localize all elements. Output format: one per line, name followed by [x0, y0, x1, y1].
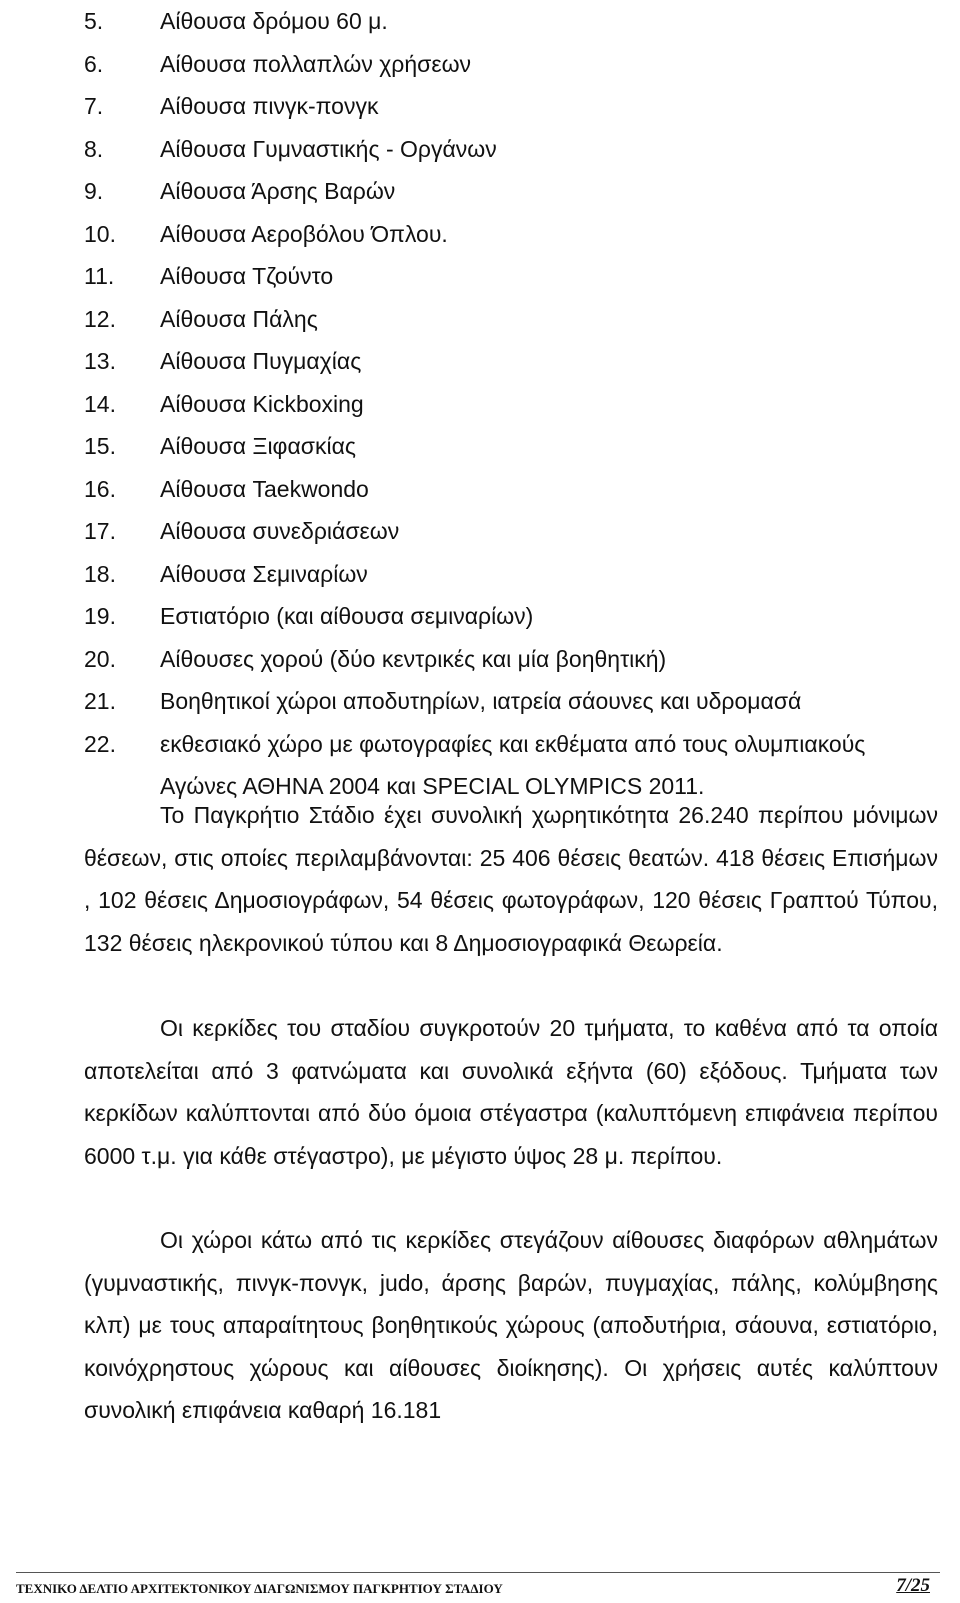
list-item — [84, 128, 944, 171]
paragraph-spaces: Οι χώροι κάτω από τις κερκίδες στεγάζουν αίθουσες διαφόρων αθλημάτων (γυμναστικής, πινγκ-πονγκ, judo, άρσης βαρών, πυγμαχίας, πάλης, κολύμβησης κλπ) με τους απαραίτητους βοηθητικούς χώρους (αποδυτήρια, σάουνα, εστιατόριο, κοινόχρηστους χώρους και αίθουσες διοίκησης). Οι χρήσεις αυτές καλύπτουν συνολική επιφάνεια καθαρή 16.181 — [84, 1227, 938, 1423]
list-number: 10. — [84, 220, 116, 247]
list-number: 8. — [84, 135, 104, 162]
list-item — [84, 468, 944, 511]
list-number: 19. — [84, 603, 116, 629]
list-text: εκθεσιακό χώρο με φωτογραφίες και εκθέματα από τους ολυμπιακούς — [160, 730, 866, 757]
list-item — [84, 255, 944, 298]
list-number: 15. — [84, 433, 116, 459]
list-item — [84, 298, 944, 341]
list-item — [84, 723, 944, 766]
list-text: Αίθουσα πολλαπλών χρήσεων — [160, 50, 472, 77]
numbered-list — [84, 0, 944, 808]
list-item — [84, 340, 944, 383]
list-item — [84, 170, 944, 213]
list-item-continuation: Αγώνες ΑΘΗΝΑ 2004 και SPECIAL OLYMPICS 2011. — [160, 773, 705, 799]
list-number: 6. — [84, 50, 104, 77]
list-item — [84, 383, 944, 426]
list-number: 5. — [84, 8, 104, 34]
list-text: Εστιατόριο (και αίθουσα σεμιναρίων) — [160, 603, 534, 629]
list-item — [84, 85, 944, 128]
list-text: Αίθουσα Πάλης — [160, 305, 318, 332]
list-number: 16. — [84, 475, 116, 502]
list-text: Αίθουσα Πυγμαχίας — [160, 348, 362, 374]
list-text: Αίθουσα Αεροβόλου Όπλου. — [160, 220, 448, 247]
list-number: 7. — [84, 93, 104, 119]
list-text: Αίθουσα Kickboxing — [160, 390, 364, 417]
list-number: 12. — [84, 305, 116, 332]
list-number: 13. — [84, 348, 116, 374]
list-text: Βοηθητικοί χώροι αποδυτηρίων, ιατρεία σάουνες και υδρομασά — [160, 688, 802, 714]
list-text: Αίθουσα Γυμναστικής - Οργάνων — [160, 135, 497, 162]
list-item — [84, 595, 944, 638]
list-item — [84, 43, 944, 86]
list-number: 17. — [84, 518, 116, 544]
list-item — [84, 553, 944, 596]
list-text: Αίθουσα Τζούντο — [160, 263, 334, 289]
list-text: Αίθουσα Σεμιναρίων — [160, 560, 368, 587]
list-item — [84, 680, 944, 723]
list-text: Αίθουσα Ξιφασκίας — [160, 433, 356, 459]
page-footer — [16, 1572, 940, 1601]
list-text: Αίθουσα δρόμου 60 μ. — [160, 8, 388, 34]
list-item — [84, 638, 944, 681]
page-number: 7/25 — [896, 1575, 930, 1596]
list-number: 11. — [84, 263, 115, 289]
list-number: 21. — [84, 688, 116, 714]
list-number: 14. — [84, 390, 116, 417]
list-item — [84, 213, 944, 256]
list-number: 20. — [84, 645, 116, 672]
list-item — [84, 0, 944, 43]
list-item — [84, 425, 944, 468]
footer-title: ΤΕΧΝΙΚΟ ΔΕΛΤΙΟ ΑΡΧΙΤΕΚΤΟΝΙΚΟΥ ΔΙΑΓΩΝΙΣΜΟΥ ΠΑΓΚΡΗΤΙΟΥ ΣΤΑΔΙΟΥ — [16, 1581, 503, 1596]
list-text: Αίθουσα Taekwondo — [160, 475, 369, 502]
list-item — [84, 510, 944, 553]
list-number: 18. — [84, 560, 116, 587]
list-text: Αίθουσα Άρσης Βαρών — [160, 178, 396, 204]
list-number: 22. — [84, 730, 116, 757]
paragraph-capacity: Το Παγκρήτιο Στάδιο έχει συνολική χωρητικότητα 26.240 περίπου μόνιμων θέσεων, στις οποίες περιλαμβάνονται: 25 406 θέσεις θεατών. 418 θέσεις Επισήμων , 102 θέσεις Δημοσιογράφων, 54 θέσεις φωτογράφων, 120 θέσεις Γραπτού Τύπου, 132 θέσεις ηλεκρονικού τύπου και 8 Δημοσιογραφικά Θεωρεία. — [84, 802, 938, 956]
list-text: Αίθουσα πινγκ-πονγκ — [160, 93, 379, 119]
list-text: Αίθουσες χορού (δύο κεντρικές και μία βοηθητική) — [160, 645, 667, 672]
list-number: 9. — [84, 178, 104, 204]
paragraph-stands: Οι κερκίδες του σταδίου συγκροτούν 20 τμήματα, το καθένα από τα οποία αποτελείται από 3 φατνώματα και συνολικά εξήντα (60) εξόδους. Τμήματα των κερκίδων καλύπτονται από δύο όμοια στέγαστρα (καλυπτόμενη επιφάνεια περίπου 6000 τ.μ. για κάθε στέγαστρο), με μέγιστο ύψος 28 μ. περίπου. — [84, 1015, 938, 1169]
list-text: Αίθουσα συνεδριάσεων — [160, 518, 400, 544]
